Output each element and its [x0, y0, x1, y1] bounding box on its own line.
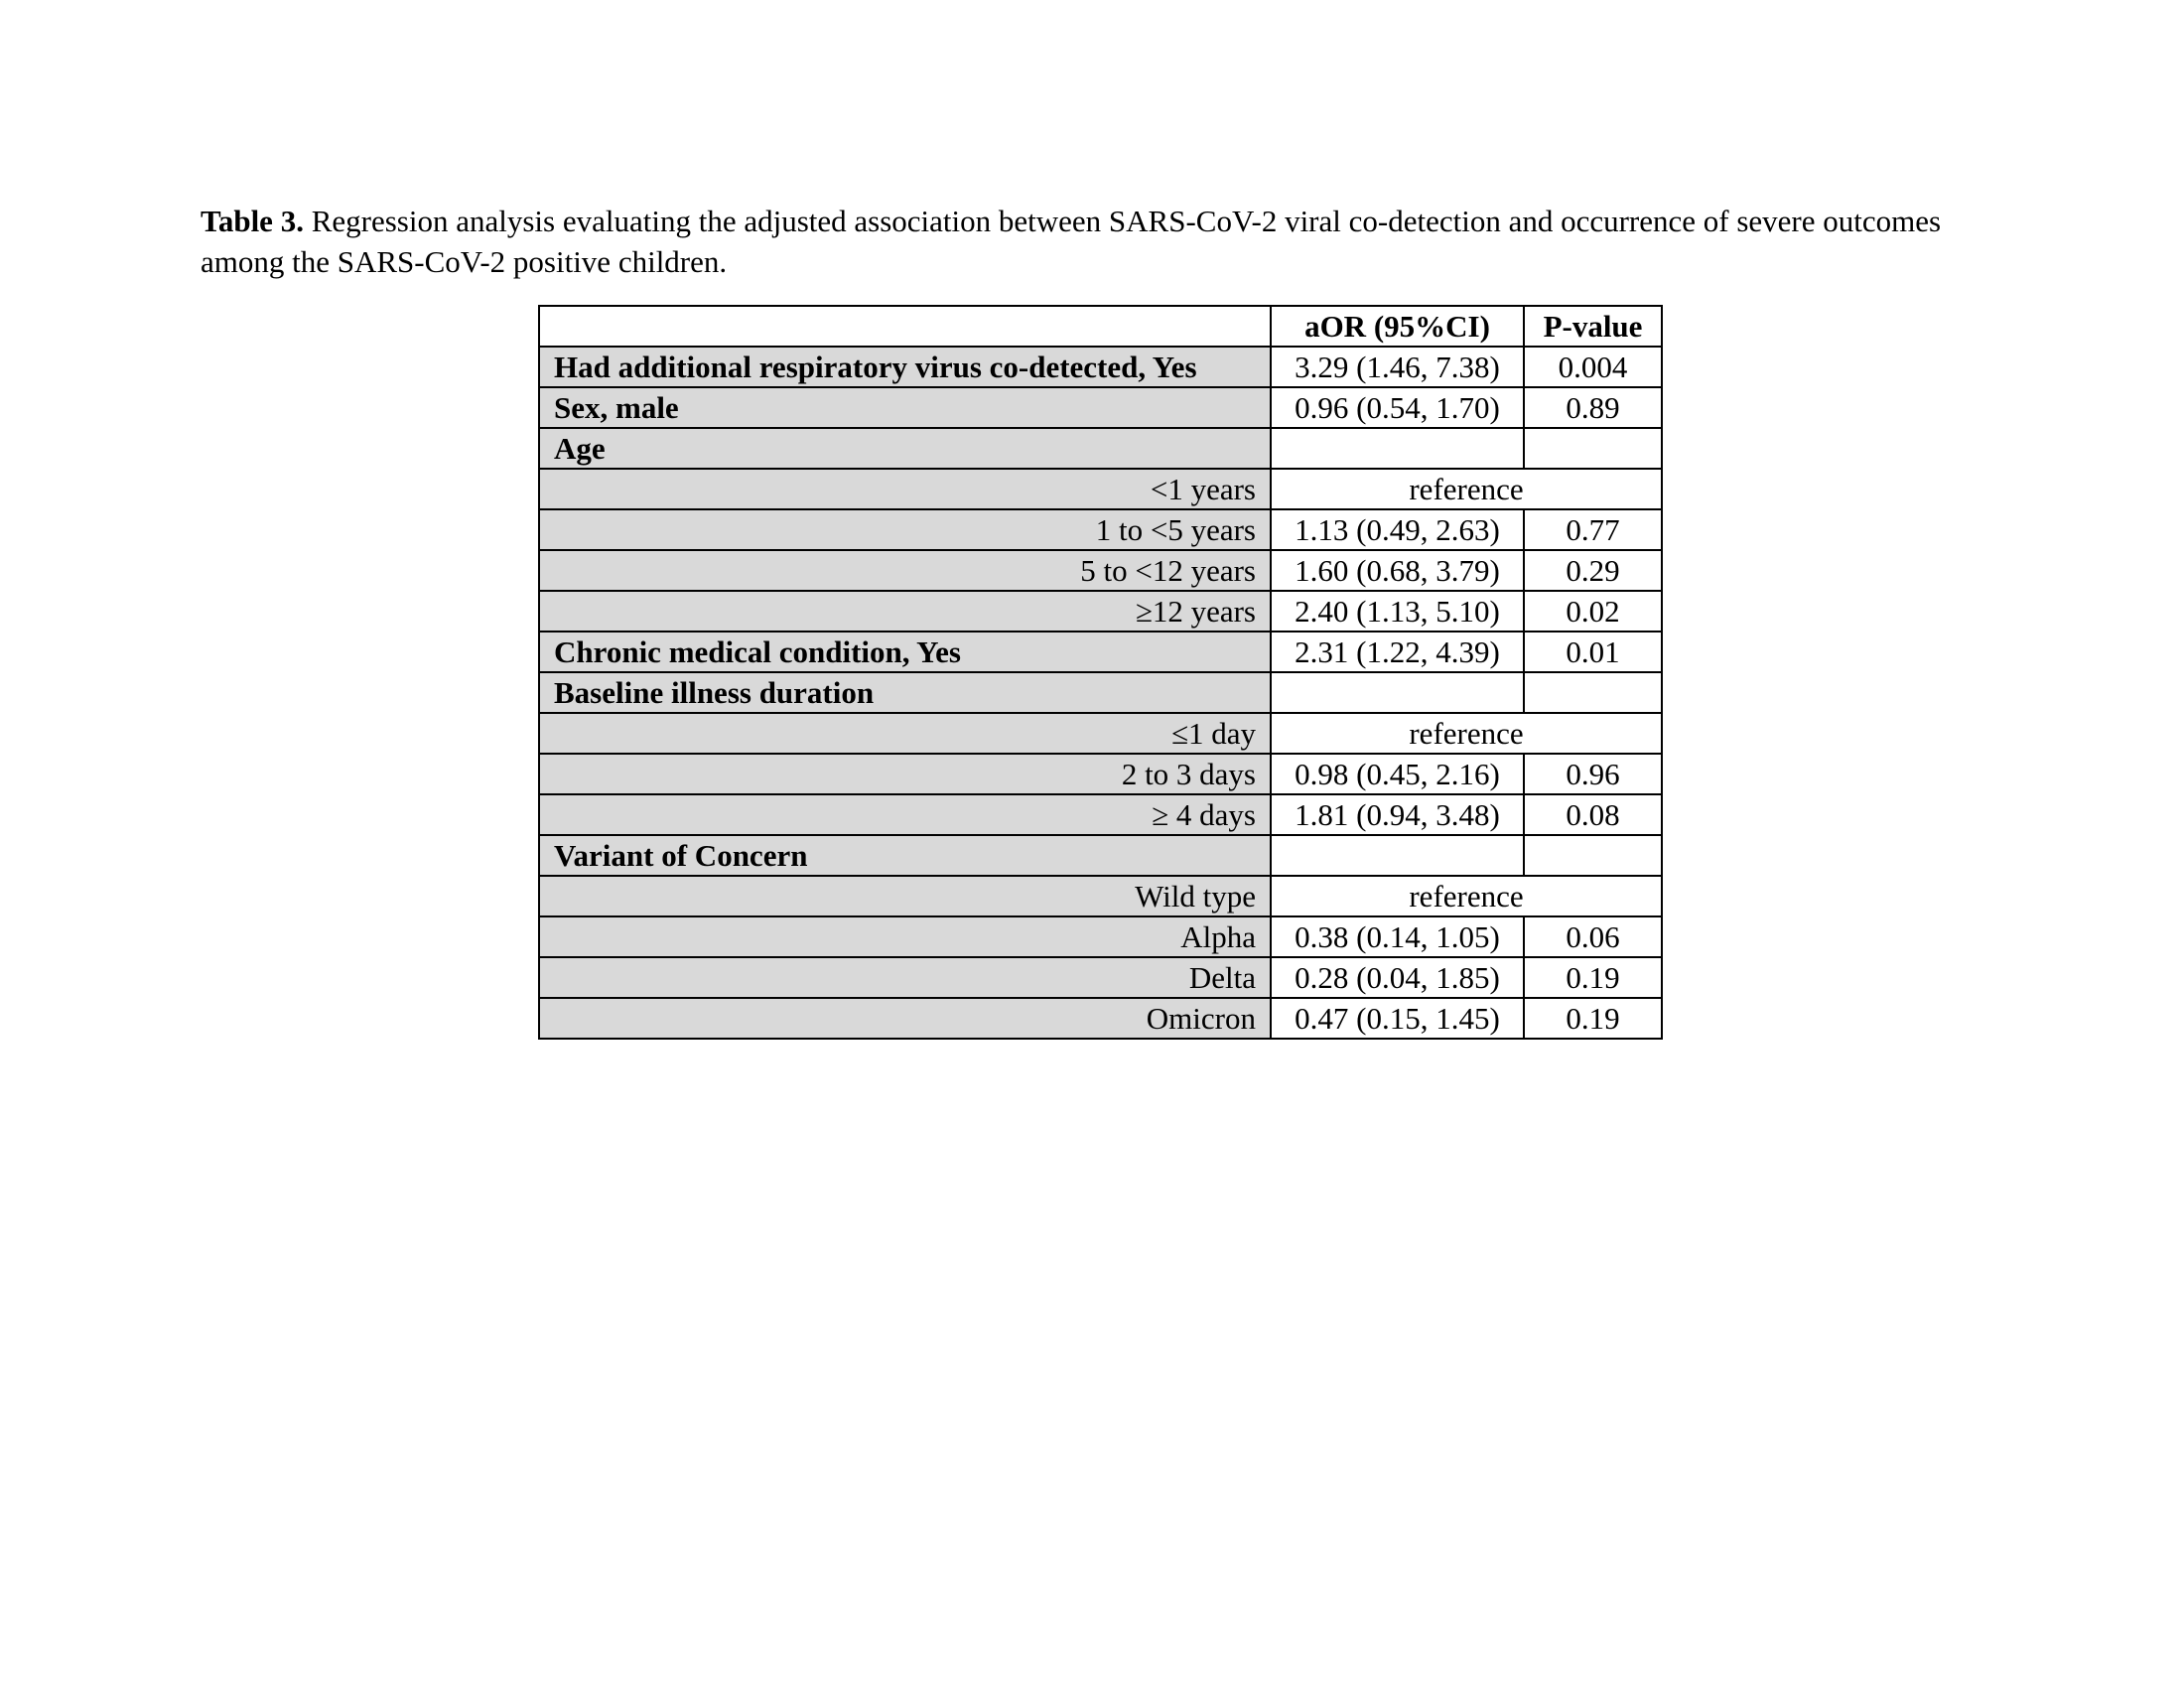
table-row — [539, 632, 1662, 672]
row-label: ≥12 years — [539, 591, 1271, 632]
aor-cell — [1271, 428, 1524, 469]
aor-cell: 0.47 (0.15, 1.45) — [1271, 998, 1524, 1039]
row-label: 5 to <12 years — [539, 550, 1271, 591]
row-label: <1 years — [539, 469, 1271, 509]
row-label: Delta — [539, 957, 1271, 998]
table-row — [539, 509, 1662, 550]
header-cell-pvalue: P-value — [1524, 306, 1662, 347]
table-row — [539, 469, 1662, 509]
pvalue-cell: 0.01 — [1524, 632, 1662, 672]
reference-cell: reference — [1271, 469, 1662, 509]
pvalue-cell — [1524, 835, 1662, 876]
row-label: Sex, male — [539, 387, 1271, 428]
pvalue-cell: 0.06 — [1524, 916, 1662, 957]
pvalue-cell: 0.77 — [1524, 509, 1662, 550]
row-label: Baseline illness duration — [539, 672, 1271, 713]
pvalue-cell: 0.29 — [1524, 550, 1662, 591]
pvalue-cell: 0.19 — [1524, 957, 1662, 998]
row-label: ≤1 day — [539, 713, 1271, 754]
table-row — [539, 387, 1662, 428]
aor-cell: 0.98 (0.45, 2.16) — [1271, 754, 1524, 794]
table-row — [539, 794, 1662, 835]
pvalue-cell: 0.96 — [1524, 754, 1662, 794]
table-row — [539, 672, 1662, 713]
pvalue-cell: 0.19 — [1524, 998, 1662, 1039]
table-caption — [201, 201, 1987, 282]
table-row — [539, 428, 1662, 469]
table-row — [539, 347, 1662, 387]
aor-cell — [1271, 835, 1524, 876]
pvalue-cell: 0.02 — [1524, 591, 1662, 632]
aor-cell: 3.29 (1.46, 7.38) — [1271, 347, 1524, 387]
table-row — [539, 835, 1662, 876]
row-label: 1 to <5 years — [539, 509, 1271, 550]
aor-cell — [1271, 672, 1524, 713]
header-cell-aor: aOR (95%CI) — [1271, 306, 1524, 347]
pvalue-cell — [1524, 672, 1662, 713]
row-label: Wild type — [539, 876, 1271, 916]
reference-cell: reference — [1271, 876, 1662, 916]
pvalue-cell: 0.89 — [1524, 387, 1662, 428]
table-row — [539, 550, 1662, 591]
aor-cell: 2.40 (1.13, 5.10) — [1271, 591, 1524, 632]
row-label: Age — [539, 428, 1271, 469]
aor-cell: 0.38 (0.14, 1.05) — [1271, 916, 1524, 957]
aor-cell: 1.81 (0.94, 3.48) — [1271, 794, 1524, 835]
table-row — [539, 754, 1662, 794]
table-row — [539, 876, 1662, 916]
reference-cell: reference — [1271, 713, 1662, 754]
row-label: Alpha — [539, 916, 1271, 957]
aor-cell: 1.13 (0.49, 2.63) — [1271, 509, 1524, 550]
table-caption-label: Table 3. — [201, 204, 304, 238]
table-row — [539, 591, 1662, 632]
table-row — [539, 957, 1662, 998]
row-label: ≥ 4 days — [539, 794, 1271, 835]
row-label: Variant of Concern — [539, 835, 1271, 876]
pvalue-cell: 0.004 — [1524, 347, 1662, 387]
row-label: Had additional respiratory virus co-detected, Yes — [539, 347, 1271, 387]
row-label: Omicron — [539, 998, 1271, 1039]
regression-table — [538, 305, 1663, 1040]
pvalue-cell — [1524, 428, 1662, 469]
row-label: Chronic medical condition, Yes — [539, 632, 1271, 672]
aor-cell: 0.28 (0.04, 1.85) — [1271, 957, 1524, 998]
aor-cell: 2.31 (1.22, 4.39) — [1271, 632, 1524, 672]
header-cell-variable — [539, 306, 1271, 347]
table-row — [539, 713, 1662, 754]
table-caption-text: Regression analysis evaluating the adjusted association between SARS-CoV-2 viral co-detection and occurrence of severe outcomes among the SARS-CoV-2 positive children. — [201, 204, 1942, 279]
table-row — [539, 916, 1662, 957]
pvalue-cell: 0.08 — [1524, 794, 1662, 835]
table-header-row — [539, 306, 1662, 347]
table-row — [539, 998, 1662, 1039]
row-label: 2 to 3 days — [539, 754, 1271, 794]
aor-cell: 0.96 (0.54, 1.70) — [1271, 387, 1524, 428]
aor-cell: 1.60 (0.68, 3.79) — [1271, 550, 1524, 591]
